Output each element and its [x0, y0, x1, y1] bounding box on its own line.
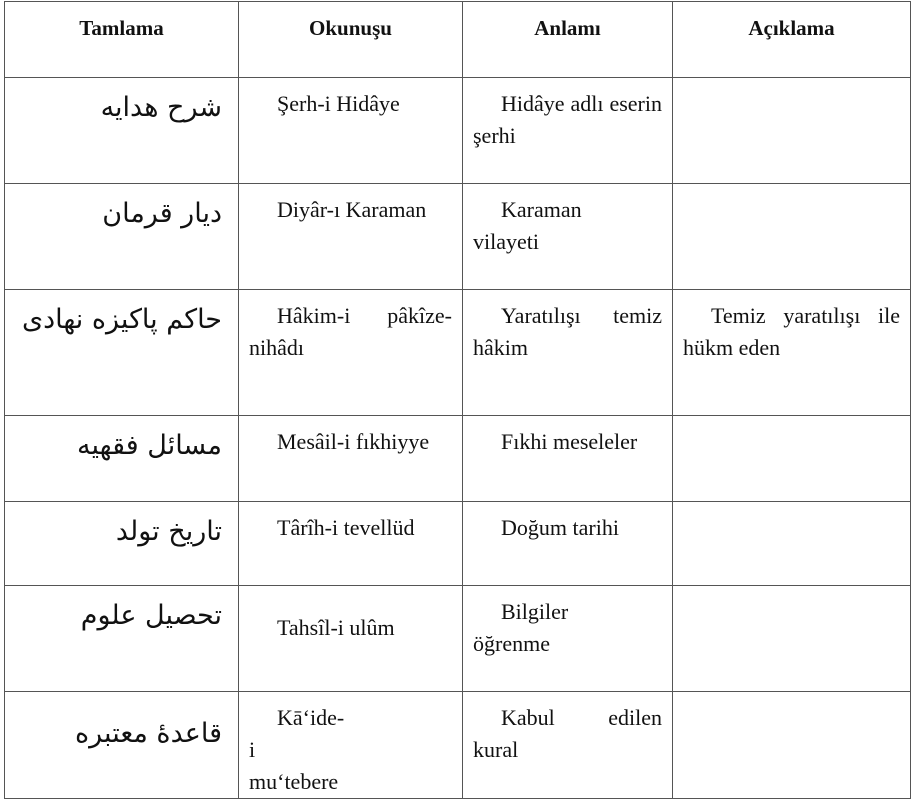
cell-aciklama	[673, 290, 911, 416]
cell-anlami	[463, 416, 673, 502]
table-row	[5, 184, 911, 290]
table-row	[5, 290, 911, 416]
header-tamlama: Tamlama	[5, 2, 239, 78]
header-anlami: Anlamı	[463, 2, 673, 78]
table-row	[5, 78, 911, 184]
cell-okunusu	[239, 586, 463, 692]
anlami-text: Doğum tarihi	[501, 515, 619, 540]
okunusu-text: Târîh-i tevellüd	[277, 515, 415, 540]
cell-anlami	[463, 78, 673, 184]
izafet-table	[4, 1, 911, 799]
header-row	[5, 2, 911, 78]
cell-anlami	[463, 184, 673, 290]
table-row	[5, 502, 911, 586]
okunusu-text: Hâkim-i pâkîze-nihâdı	[249, 303, 452, 360]
anlami-text: Hidâye adlı eserin şerhi	[473, 91, 662, 148]
cell-tamlama: قاعدهٔ معتبره	[5, 692, 239, 799]
okunusu-text: Diyâr-ı Karaman	[277, 197, 427, 222]
cell-aciklama	[673, 416, 911, 502]
cell-tamlama: مسائل فقهيه	[5, 416, 239, 502]
cell-anlami	[463, 692, 673, 799]
anlami-text: Kabul edilen kural	[473, 705, 662, 762]
table-row	[5, 692, 911, 799]
cell-aciklama	[673, 78, 911, 184]
cell-tamlama: تاريخ تولد	[5, 502, 239, 586]
cell-okunusu	[239, 502, 463, 586]
okunusu-text: Tahsîl-i ulûm	[277, 615, 395, 640]
cell-okunusu	[239, 290, 463, 416]
cell-tamlama: تحصيل علوم	[5, 586, 239, 692]
cell-okunusu	[239, 78, 463, 184]
anlami-text: Karaman vilayeti	[473, 197, 582, 254]
cell-aciklama	[673, 184, 911, 290]
cell-okunusu	[239, 692, 463, 799]
cell-aciklama	[673, 502, 911, 586]
cell-anlami	[463, 502, 673, 586]
table-row	[5, 586, 911, 692]
table-row	[5, 416, 911, 502]
header-okunusu: Okunuşu	[239, 2, 463, 78]
anlami-text: Yaratılışı temiz hâkim	[473, 303, 662, 360]
anlami-text: Fıkhi meseleler	[501, 429, 638, 454]
okunusu-text: Mesâil-i fıkhiyye	[277, 429, 430, 454]
cell-aciklama	[673, 586, 911, 692]
cell-anlami	[463, 290, 673, 416]
cell-aciklama	[673, 692, 911, 799]
header-aciklama: Açıklama	[673, 2, 911, 78]
okunusu-text: Kā‘ide-i mu‘tebere	[249, 705, 345, 794]
okunusu-text: Şerh-i Hidâye	[277, 91, 400, 116]
anlami-text: Bilgiler öğrenme	[473, 599, 569, 656]
cell-tamlama: ديار قرمان	[5, 184, 239, 290]
cell-tamlama: حاكم پاكيزه نهادى	[5, 290, 239, 416]
cell-anlami	[463, 586, 673, 692]
cell-okunusu	[239, 184, 463, 290]
cell-tamlama: شرح هدايه	[5, 78, 239, 184]
cell-okunusu	[239, 416, 463, 502]
aciklama-text: Temiz yaratılışı ile hükm eden	[683, 303, 900, 360]
